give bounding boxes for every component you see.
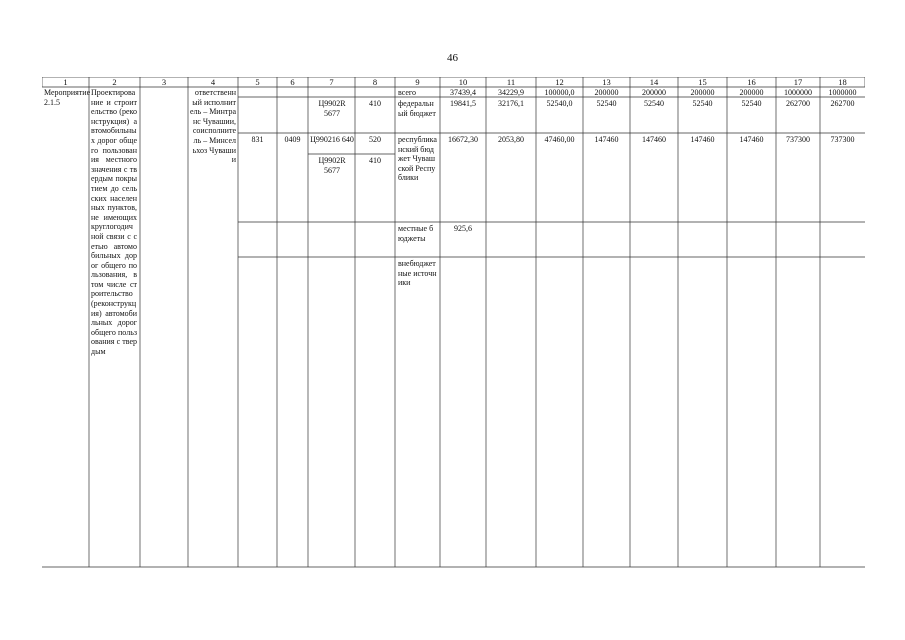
federal-col11: 32176,1 [498, 99, 524, 108]
total-col14: 200000 [642, 88, 666, 97]
republic-grbs: 831 [251, 135, 264, 144]
republic-col18: 737300 [830, 135, 855, 144]
federal-target-code: Ц9902R 5677 [318, 99, 346, 118]
col-header-14: 14 [649, 77, 659, 87]
republic-target-code-b: Ц9902R 5677 [318, 156, 346, 175]
col-header-6: 6 [290, 77, 295, 87]
total-col10: 37439,4 [450, 88, 476, 97]
total-col16: 200000 [739, 88, 764, 97]
federal-kvr: 410 [369, 99, 381, 108]
local-col10: 925,6 [454, 224, 472, 233]
col-header-2: 2 [112, 77, 117, 87]
total-col15: 200000 [690, 88, 715, 97]
col-header-3: 3 [161, 77, 167, 87]
col-header-1: 1 [63, 77, 68, 87]
federal-col18: 262700 [830, 99, 855, 108]
col-header-9: 9 [415, 77, 420, 87]
col-header-5: 5 [255, 77, 260, 87]
federal-col17: 262700 [786, 99, 810, 108]
federal-col13: 52540 [596, 99, 617, 108]
total-col17: 1000000 [784, 88, 812, 97]
source-total: всего [398, 88, 417, 97]
executors: ответственный исполнитель – Минтранс Чувашии, соисполнитель – Минсельхоз Чувашии [190, 88, 237, 165]
col-header-18: 18 [838, 77, 847, 87]
republic-kvr-b: 410 [369, 156, 381, 165]
event-name: Мероприятие 2.1.5 [44, 88, 91, 107]
budget-table [42, 77, 865, 568]
source-republic: республиканский бюджет Чувашской Республики [398, 135, 437, 183]
col-header-4: 4 [210, 77, 216, 87]
source-local: местные бюджеты [398, 224, 434, 243]
federal-col12: 52540,0 [546, 99, 573, 108]
republic-rzpr: 0409 [284, 135, 301, 144]
republic-kvr-a: 520 [369, 135, 381, 144]
republic-col16: 147460 [739, 135, 764, 144]
republic-col14: 147460 [642, 135, 666, 144]
col-header-10: 10 [458, 77, 468, 87]
republic-col13: 147460 [594, 135, 619, 144]
col-header-15: 15 [698, 77, 707, 87]
republic-col11: 2053,80 [498, 135, 524, 144]
col-header-8: 8 [372, 77, 378, 87]
col-header-16: 16 [747, 77, 756, 87]
federal-col10: 19841,5 [450, 99, 476, 108]
col-header-13: 13 [602, 77, 611, 87]
col-header-12: 12 [555, 77, 564, 87]
federal-col15: 52540 [692, 99, 713, 108]
republic-col10: 16672,30 [448, 135, 478, 144]
republic-target-code-a: Ц990216 640 [310, 135, 354, 144]
republic-col15: 147460 [690, 135, 715, 144]
republic-col12: 47460,00 [544, 135, 575, 144]
col-header-17: 17 [793, 77, 803, 87]
federal-col14: 52540 [644, 99, 664, 108]
total-col18: 1000000 [828, 88, 857, 97]
source-extra: внебюджетные источники [398, 259, 437, 288]
page-number: 46 [447, 52, 458, 64]
col-header-11: 11 [506, 77, 516, 87]
event-description: Проектирование и строительство (реконструкция) автомобильных дорог общего пользования местного значения с твердым покрытием до сельских населенных пунктов, не имеющих круглогодичной связи с сетью автомобильных дорог общего пользования, в том числе строительство (реконструкция) автомобильных дорог общего пользования с твердым [91, 88, 137, 357]
table-grid-lines [42, 77, 865, 568]
republic-col17: 737300 [786, 135, 810, 144]
federal-col16: 52540 [741, 99, 762, 108]
total-col12: 100000,0 [544, 88, 575, 97]
total-col13: 200000 [594, 88, 619, 97]
total-col11: 34229,9 [498, 88, 524, 97]
source-federal: федеральный бюджет [398, 99, 436, 118]
col-header-7: 7 [329, 77, 334, 87]
